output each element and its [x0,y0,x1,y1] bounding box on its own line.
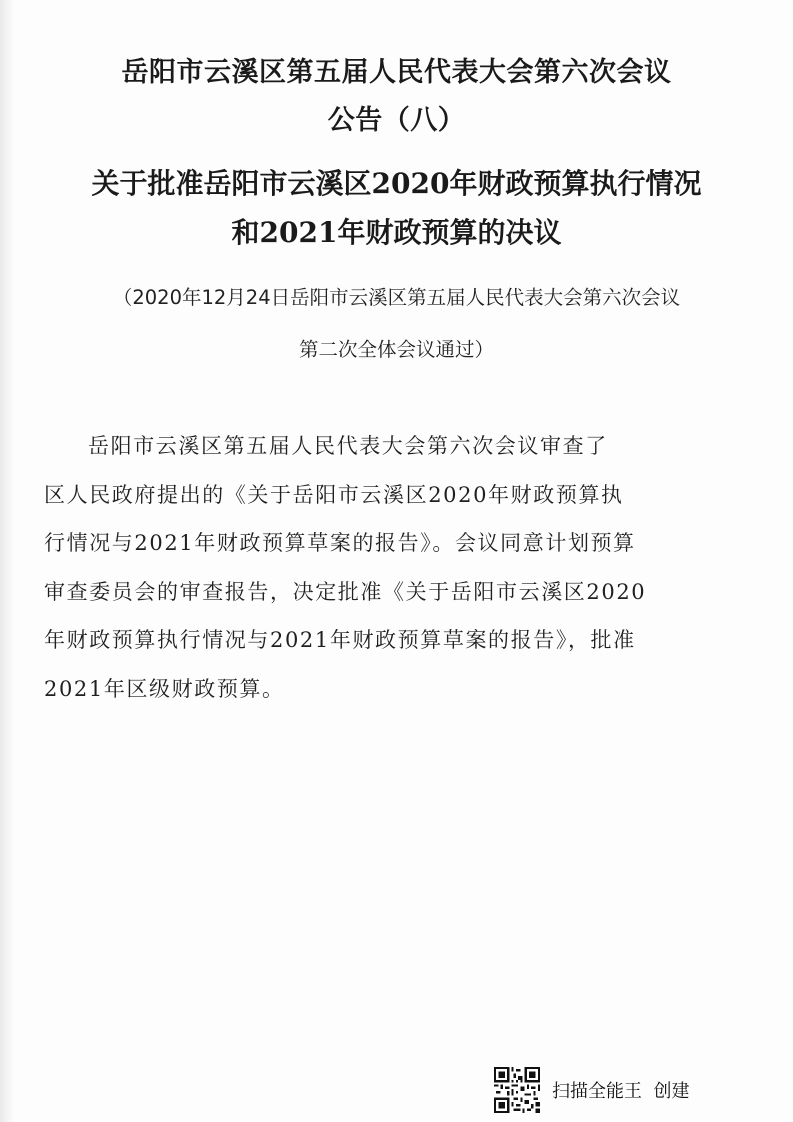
body-line: 年财政预算执行情况与2021年财政预算草案的报告》，批准 [44,628,636,652]
body-line: 岳阳市云溪区第五届人民代表大会第六次会议审查了 [88,434,608,458]
adoption-note-line2: 第二次全体会议通过） [298,338,494,361]
scanner-watermark [494,1067,689,1113]
announcement-number: 公告（八） [327,105,466,136]
adoption-note-line1: （2020年12月24日岳阳市云溪区第五届人民代表大会第六次会议 [112,286,681,309]
body-line: 区人民政府提出的《关于岳阳市云溪区2020年财政预算执 [44,482,624,507]
resolution-body [44,422,704,713]
body-line: 2021年区级财政预算。 [44,676,285,701]
scanner-watermark-label: 扫描全能王 创建 [552,1081,690,1102]
announcement-title: 岳阳市云溪区第五届人民代表大会第六次会议 [121,57,672,88]
decision-title-line2: 和2021年财政预算的决议 [231,216,562,249]
body-line: 行情况与2021年财政预算草案的报告》。会议同意计划预算 [44,531,636,555]
body-line: 审查委员会的审查报告，决定批准《关于岳阳市云溪区2020 [44,579,647,604]
qr-code-icon [494,1067,540,1113]
decision-title-line1: 关于批准岳阳市云溪区2020年财政预算执行情况 [91,167,702,200]
